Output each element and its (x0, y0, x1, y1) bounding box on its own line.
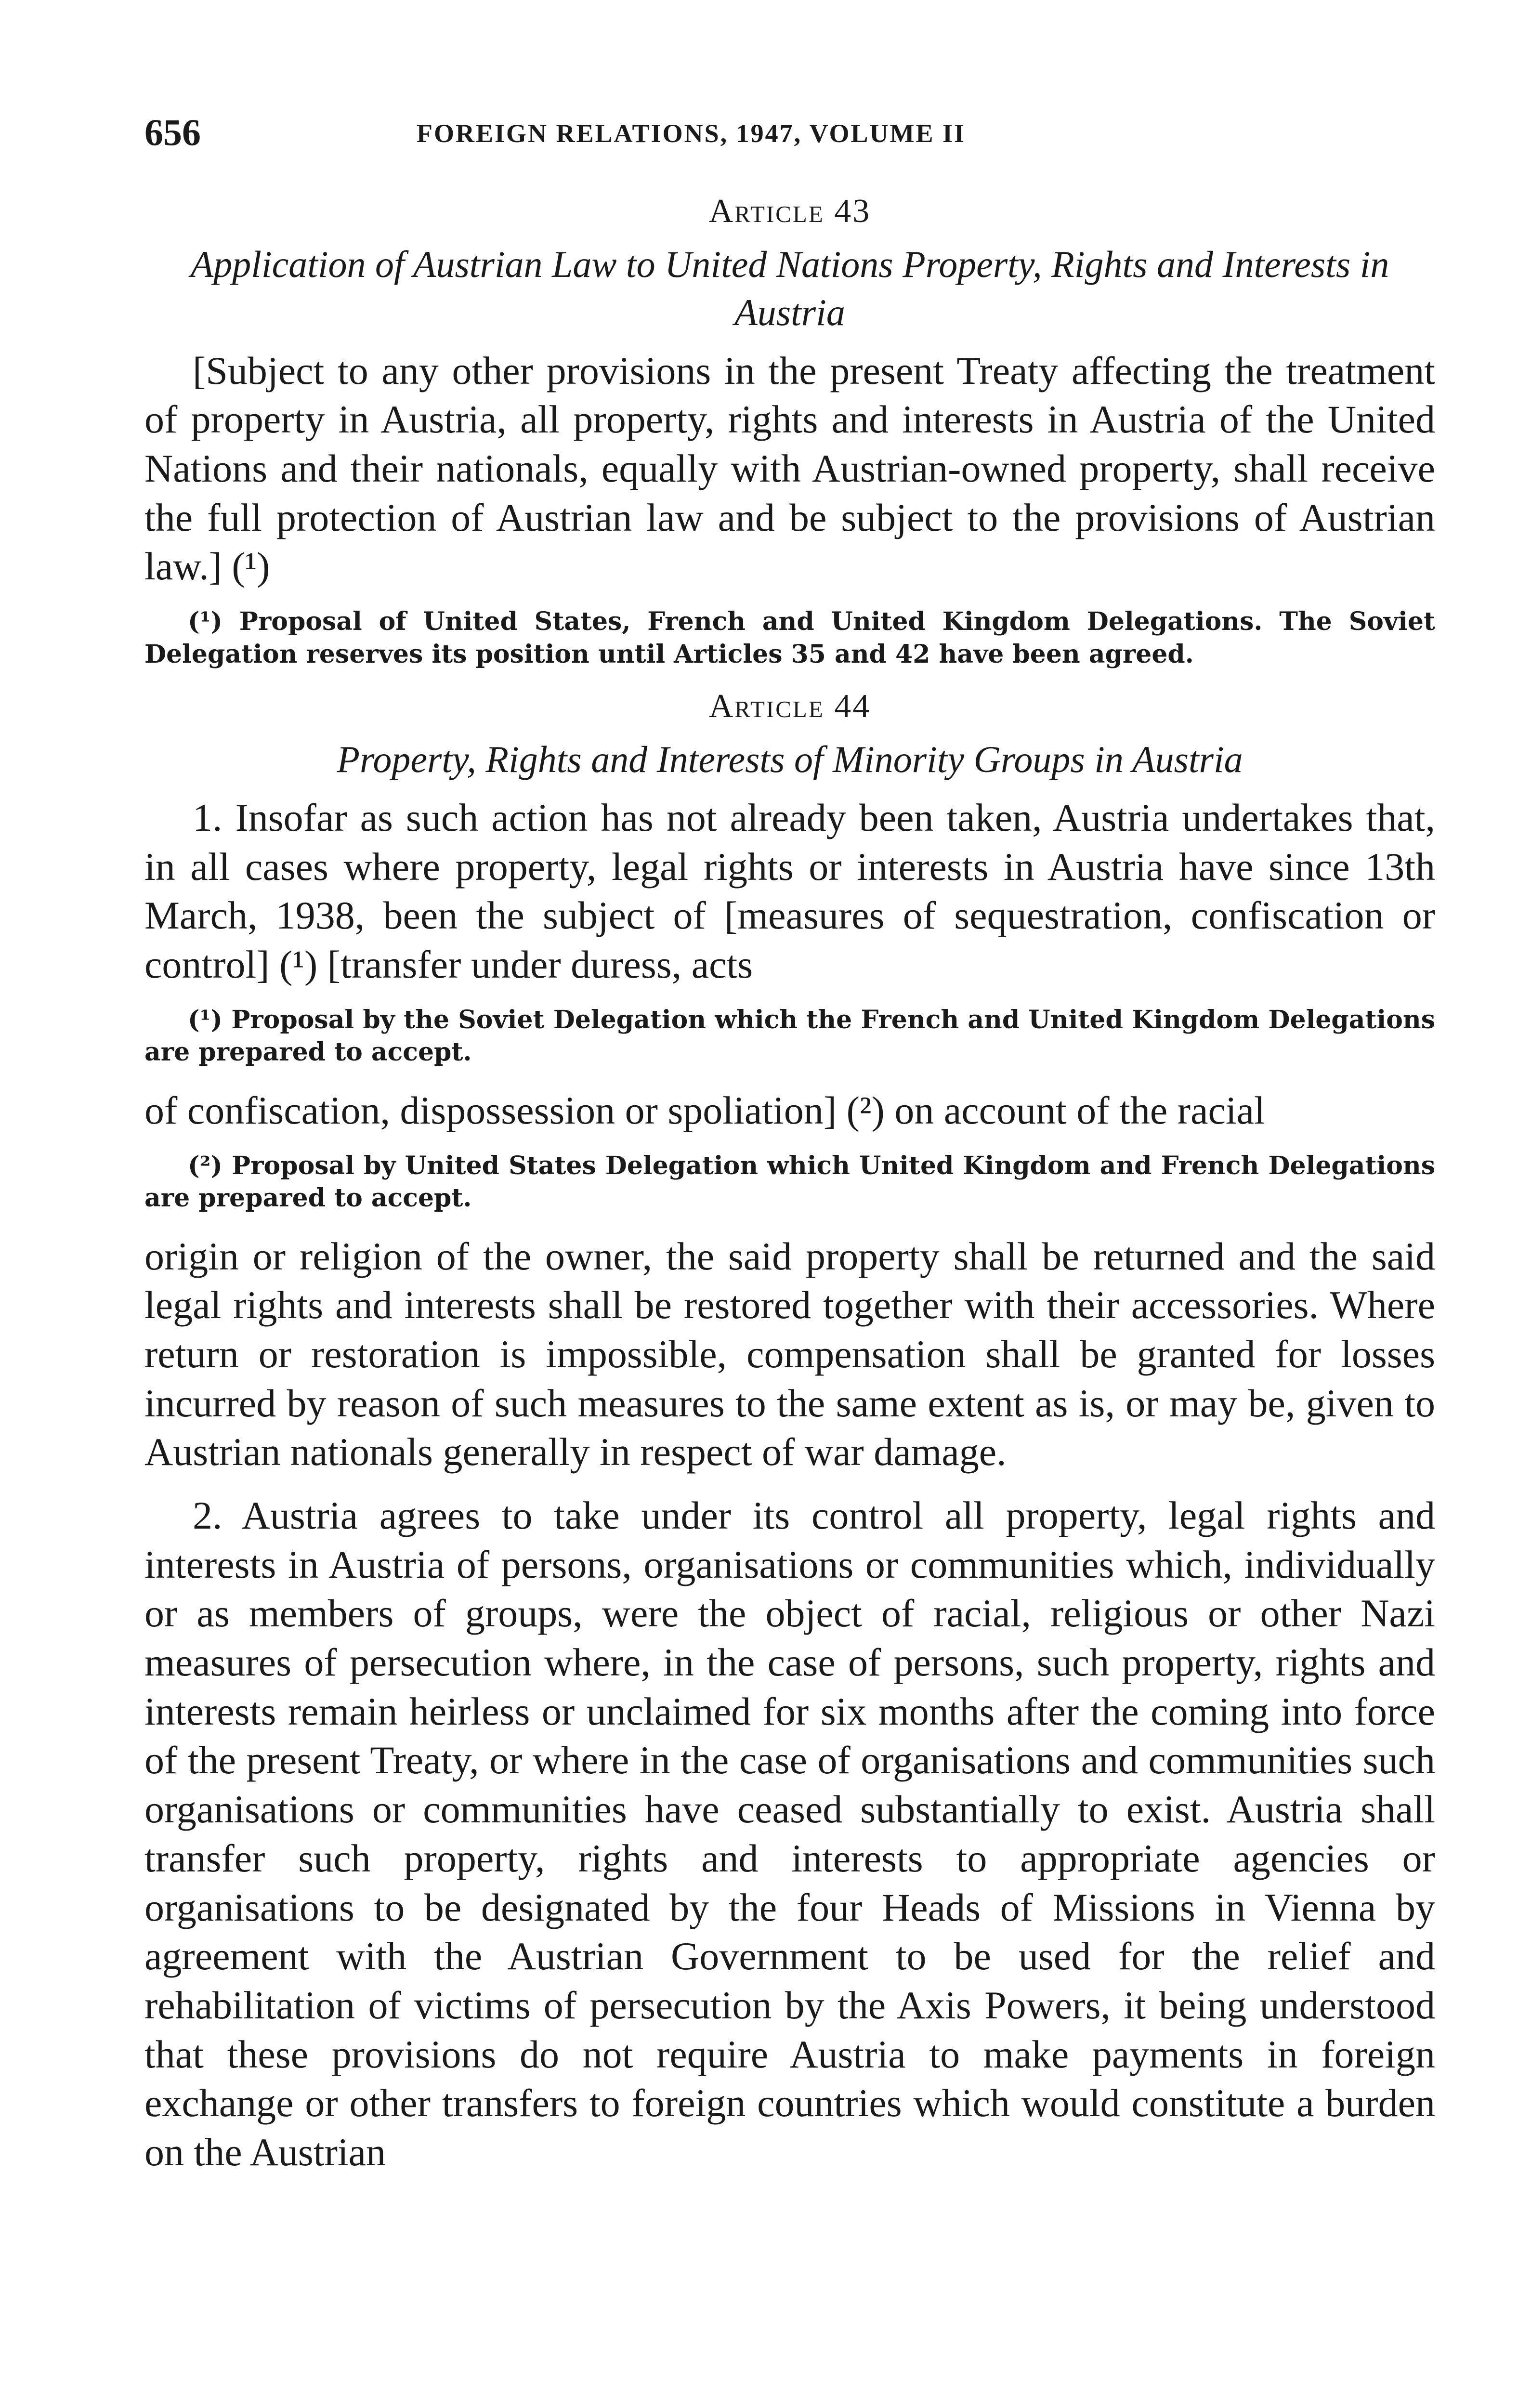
article-44-paragraph-1-part-3: origin or religion of the owner, the said property shall be returned and the said legal rights and interests shall be restored together with their accessories. Where return or restoration is impossible, compensation shall be granted for losses incurred by reason of such measures to the same extent as is, or may be, given to Austrian nationals generally in respect of war damage. (144, 1234, 1435, 1474)
article-44-paragraph-1-part-1: 1. Insofar as such action has not already been taken, Austria undertakes that, in all cases where property, legal rights or interests in Austria have since 13th March, 1938, been the subject of [measures of sequestration, confiscation or control] (¹) [transfer under duress, acts (144, 796, 1435, 987)
article-43-title: Application of Austrian Law to United Nations Property, Rights and Interests in Austria (190, 243, 1389, 333)
document-page (144, 111, 1435, 2191)
article-43-text: [Subject to any other provisions in the present Treaty affecting the treatment of property in Austria, all property, rights and interests in Austria of the United Nations and their nationals, equally with Austrian-owned property, shall receive the full protection of Austrian law and be subject to the provisions of Austrian law.] (¹) (144, 348, 1435, 589)
page-number: 656 (144, 111, 201, 153)
running-header (144, 111, 1435, 164)
article-44-paragraph-2: 2. Austria agrees to take under its control all property, legal rights and interests in Austria of persons, organisations or communities which, individually or as members of groups, were the object of racial, religious or other Nazi measures of persecution where, in the case of persons, such property, rights and interests remain heirless or unclaimed for six months after the coming into force of the present Treaty, or where in the case of organisations and communities such organisations or communities have ceased substantially to exist. Austria shall transfer such property, rights and interests to appropriate agencies or organisations to be designated by the four Heads of Missions in Vienna by agreement with the Austrian Government to be used for the relief and rehabilitation of victims of persecution by the Axis Powers, it being understood that these provisions do not require Austria to make payments in foreign exchange or other transfers to foreign countries which would constitute a burden on the Austrian (144, 1493, 1435, 2174)
article-43-footnote: (¹) Proposal of United States, French and United Kingdom Delegations. The Soviet Delegation reserves its position until Articles 35 and 42 have been agreed. (144, 607, 1435, 669)
article-43 (144, 193, 1435, 670)
article-44-paragraph-1-part-2: of confiscation, dispossession or spoliation] (²) on account of the racial (144, 1088, 1265, 1132)
article-43-heading: Article 43 (708, 193, 871, 230)
article-44-heading: Article 44 (708, 688, 871, 725)
article-44 (144, 688, 1435, 2176)
running-title: FOREIGN RELATIONS, 1947, VOLUME II (417, 119, 966, 148)
article-44-title: Property, Rights and Interests of Minority Groups in Austria (337, 738, 1243, 781)
article-44-footnote-2: (²) Proposal by United States Delegation which United Kingdom and French Delegations are prepared to accept. (144, 1151, 1435, 1213)
article-44-footnote-1: (¹) Proposal by the Soviet Delegation which the French and United Kingdom Delegations are prepared to accept. (144, 1005, 1435, 1067)
